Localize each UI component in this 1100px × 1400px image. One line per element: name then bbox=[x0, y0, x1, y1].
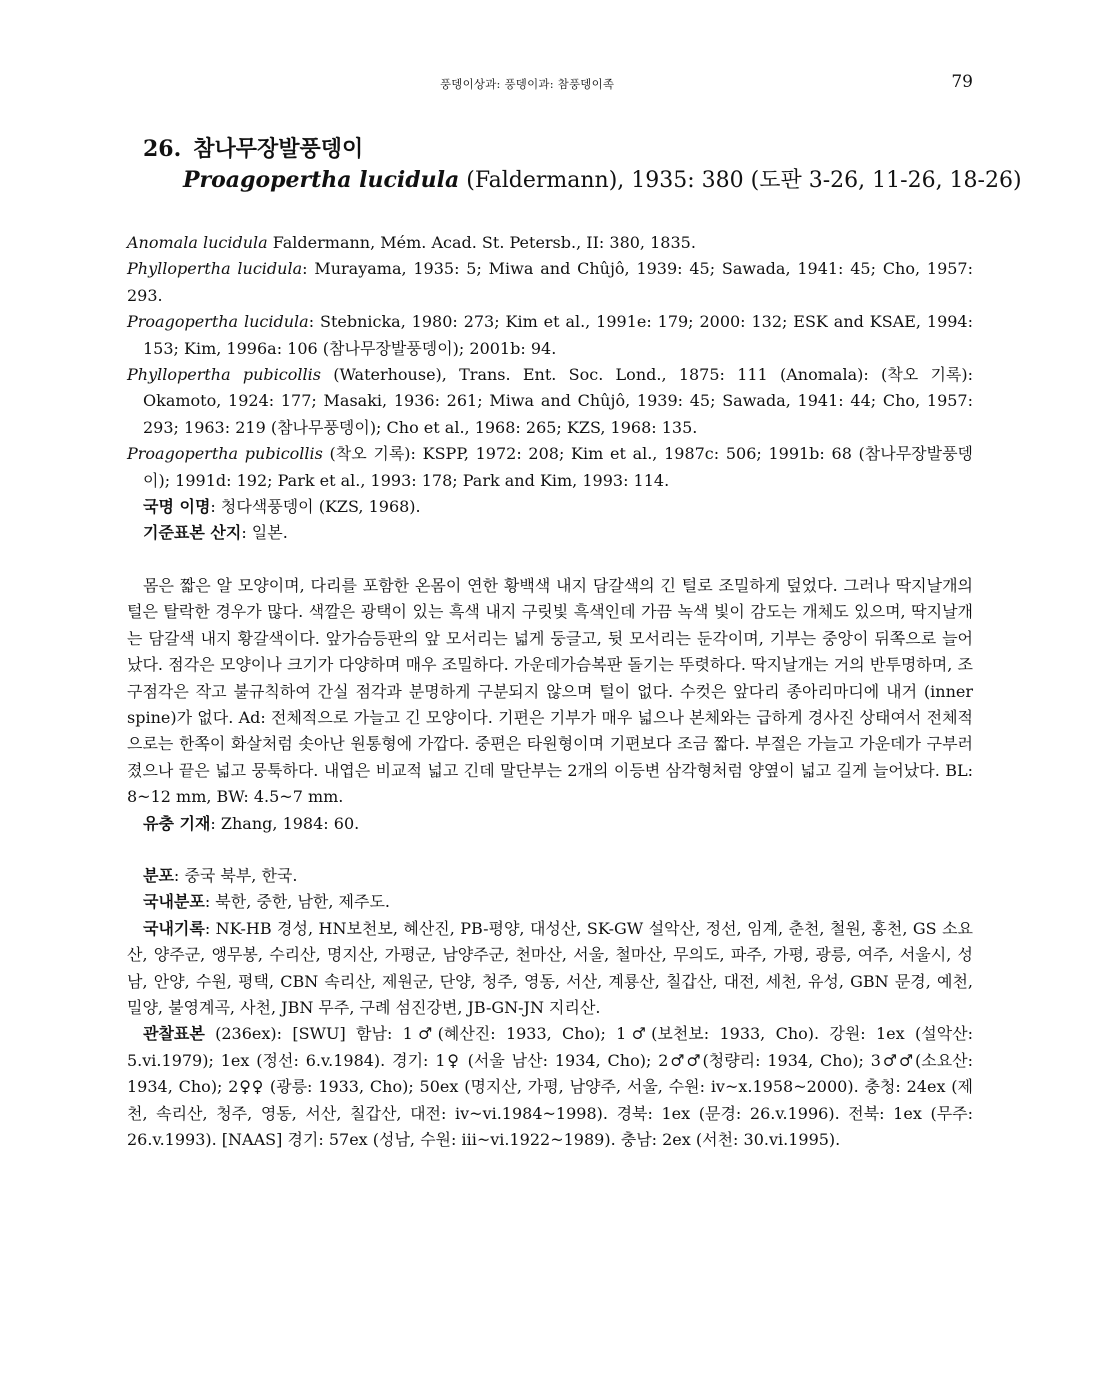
field-label: 기준표본 산지 bbox=[143, 523, 242, 543]
type-locality-field bbox=[127, 520, 973, 546]
specimens-paragraph bbox=[127, 1021, 973, 1153]
synonym-citation: (착오 기록): KSPP, 1972: 208; Kim et al., 1987c: 506; 1991b: 68 (참나무장발풍뎅이); 1991d: 192; Park et al., 1993: 178; Park and Kim, 1993: 114. bbox=[143, 444, 973, 490]
spacer bbox=[127, 837, 973, 863]
field-value: : 청다색풍뎅이 (KZS, 1968). bbox=[210, 497, 421, 517]
authority: (Faldermann), 1935: 380 (도판 3-26, 11-26, 18-26) bbox=[466, 168, 1022, 193]
synonym-entry bbox=[127, 309, 973, 362]
korean-synonym-field bbox=[127, 494, 973, 520]
field-label: 분포 bbox=[143, 865, 174, 885]
synonym-citation: : Stebnicka, 1980: 273; Kim et al., 1991e: 179; 2000: 132; ESK and KSAE, 1994: 153; Kim, 1996a: 106 (참나무장발풍뎅이); 2001b: 94. bbox=[143, 312, 973, 358]
larva-field bbox=[127, 811, 973, 837]
species-number: 26. bbox=[143, 136, 182, 162]
field-label: 국명 이명 bbox=[143, 497, 211, 517]
distribution-field bbox=[127, 863, 973, 889]
field-value: : 중국 북부, 한국. bbox=[173, 865, 298, 885]
domestic-distribution-field bbox=[127, 889, 973, 915]
field-value: : Zhang, 1984: 60. bbox=[210, 813, 360, 833]
synonym-citation: Faldermann, Mém. Acad. St. Petersb., II: 380, 1835. bbox=[267, 233, 696, 252]
field-value: : 북한, 중한, 남한, 제주도. bbox=[204, 892, 391, 912]
synonym-name: Phyllopertha pubicollis bbox=[127, 365, 321, 385]
scientific-name: Proagopertha lucidula bbox=[183, 167, 460, 193]
domestic-records-paragraph bbox=[127, 916, 973, 1022]
species-body bbox=[127, 230, 973, 1153]
synonym-name: Proagopertha lucidula bbox=[127, 312, 309, 332]
synonym-name: Phyllopertha lucidula bbox=[127, 259, 303, 279]
synonym-name: Proagopertha pubicollis bbox=[127, 444, 323, 464]
scientific-title-line bbox=[143, 164, 1022, 197]
field-label: 국내기록 bbox=[143, 918, 205, 938]
korean-title-line bbox=[143, 134, 990, 164]
synonym-entry bbox=[127, 230, 973, 256]
field-value: : NK-HB 경성, HN보천보, 혜산진, PB-평양, 대성산, SK-GW 설악산, 정선, 임계, 춘천, 철원, 홍천, GS 소요산, 양주군, 앵무봉, 수리산, 명지산, 가평군, 남양주군, 천마산, 서울, 철마산, 무의도, 파주, 가평, 광릉, 여주, 서울시, 성남, 안양, 수원, 평택, CBN 속리산, 제원군, 단양, 청주, 영동, 서산, 계룡산, 칠갑산, 대전, 세천, 유성, GBN 문경, 예천, 밀양, 불영계곡, 사천, JBN 무주, 구례 섬진강변, JB-GN-JN 지리산. bbox=[127, 918, 973, 1017]
synonym-name: Anomala lucidula bbox=[127, 233, 268, 252]
synonym-entry bbox=[127, 256, 973, 309]
field-value: (236ex): [SWU] 함남: 1♂(혜산진: 1933, Cho); 1♂(보천보: 1933, Cho). 강원: 1ex (설악산: 5.vi.1979); 1ex (정선: 6.v.1984). 경기: 1♀ (서울 남산: 1934, Cho); 2♂♂(청량리: 1934, Cho); 3♂♂(소요산: 1934, Cho); 2♀♀ (광릉: 1933, Cho); 50ex (명지산, 가평, 남양주, 서울, 수원: iv~x.1958~2000). 충청: 24ex (제천, 속리산, 청주, 영동, 서산, 칠갑산, 대전: iv~vi.1984~1998). 경북: 1ex (문경: 26.v.1996). 전북: 1ex (무주: 26.v.1993). [NAAS] 경기: 57ex (성남, 수원: iii~vi.1922~1989). 충남: 2ex (서천: 30.vi.1995). bbox=[127, 1024, 973, 1149]
field-label: 유충 기재 bbox=[143, 813, 211, 833]
synonym-entry bbox=[127, 362, 973, 441]
korean-name: 참나무장발풍뎅이 bbox=[193, 136, 364, 162]
page-number: 79 bbox=[951, 72, 973, 92]
synonym-citation: : Murayama, 1935: 5; Miwa and Chûjô, 1939: 45; Sawada, 1941: 45; Cho, 1957: 293. bbox=[127, 259, 973, 305]
synonym-citation: (Waterhouse), Trans. Ent. Soc. Lond., 1875: 111 (Anomala): (착오 기록): Okamoto, 1924: 177; Masaki, 1936: 261; Miwa and Chûjô, 1939: 45; Sawada, 1941: 44; Cho, 1957: 293; 1963: 219 (참나무풍뎅이); Cho et al., 1968: 265; KZS, 1968: 135. bbox=[143, 365, 973, 437]
field-label: 관찰표본 bbox=[143, 1024, 205, 1044]
spacer bbox=[127, 547, 973, 573]
field-label: 국내분포 bbox=[143, 892, 205, 912]
field-value: : 일본. bbox=[241, 523, 288, 543]
description-paragraph: 몸은 짧은 알 모양이며, 다리를 포함한 온몸이 연한 황백색 내지 담갈색의 긴 털로 조밀하게 덮었다. 그러나 딱지날개의 털은 탈락한 경우가 많다. 색깔은 광택이 있는 흑색 내지 구릿빛 흑색인데 가끔 녹색 빛이 감도는 개체도 있으며, 딱지날개는 담갈색 내지 황갈색이다. 앞가슴등판의 앞 모서리는 넓게 둥글고, 뒷 모서리는 둔각이며, 기부는 중앙이 뒤쪽으로 늘어났다. 점각은 모양이나 크기가 다양하며 매우 조밀하다. 가운데가슴복판 돌기는 뚜렷하다. 딱지날개는 거의 반투명하며, 조구점각은 작고 불규칙하여 간실 점각과 분명하게 구분되지 않으며 털이 없다. 수컷은 앞다리 종아리마디에 내거 (inner spine)가 없다. Ad: 전체적으로 가늘고 긴 모양이다. 기편은 기부가 매우 넓으나 본체와는 급하게 경사진 상태여서 전체적으로는 한쪽이 화살처럼 솟아난 원통형에 가깝다. 중편은 타원형이며 기편보다 조금 짧다. 부절은 가늘고 가운데가 구부러졌으나 끝은 넓고 뭉툭하다. 내엽은 비교적 넓고 긴데 말단부는 2개의 이등변 삼각형처럼 양옆이 넓고 길게 늘어났다. BL: 8~12 mm, BW: 4.5~7 mm. bbox=[127, 575, 973, 807]
synonym-entry bbox=[127, 441, 973, 494]
running-head: 풍뎅이상과: 풍뎅이과: 참풍뎅이족 bbox=[440, 77, 615, 91]
species-title bbox=[143, 134, 1022, 197]
